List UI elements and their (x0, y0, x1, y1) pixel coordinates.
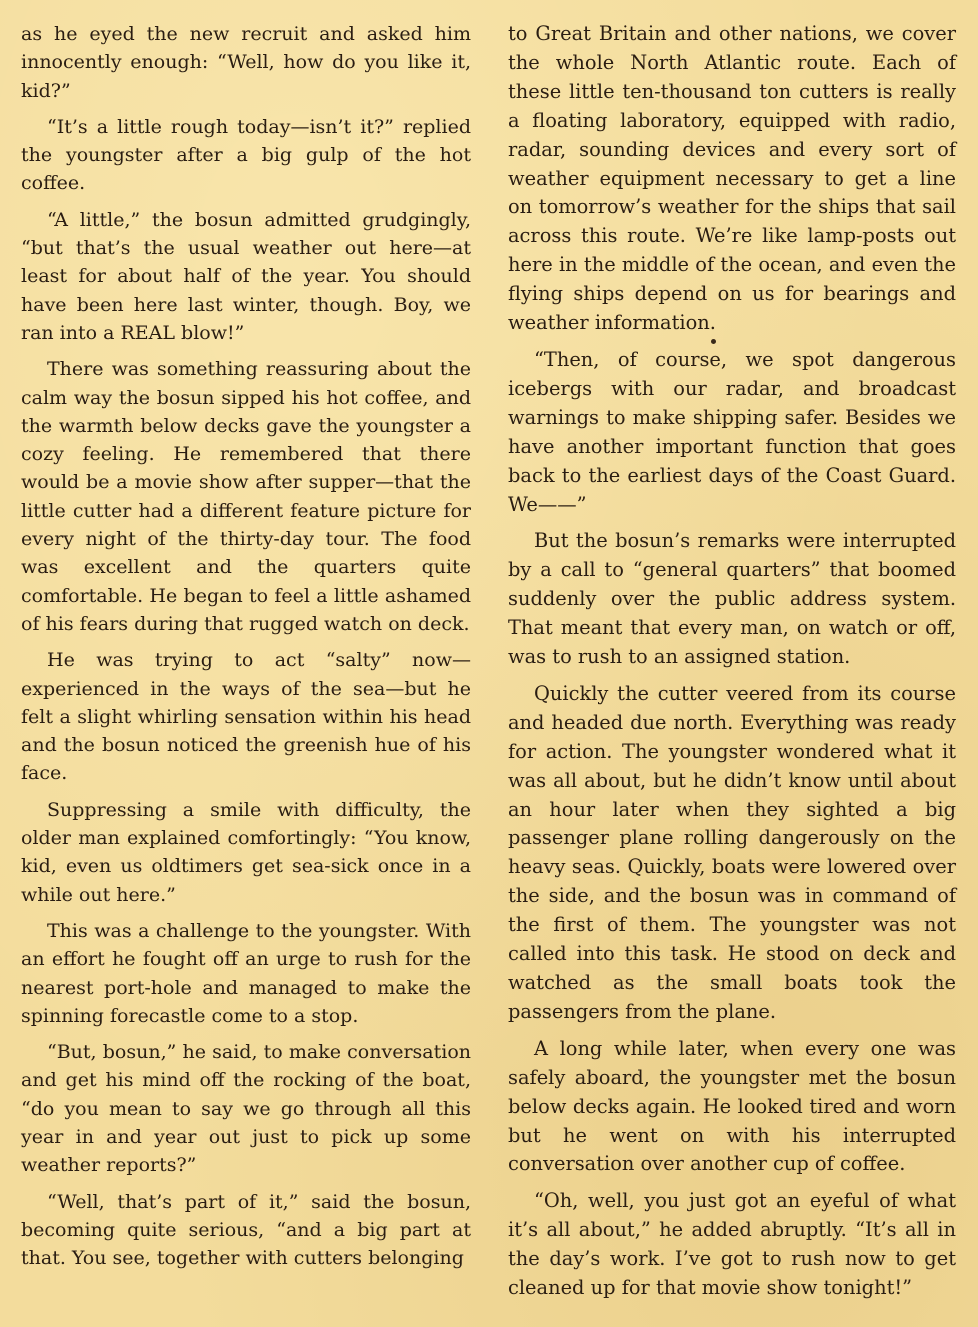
paragraph: There was something reassuring about the calm way the bosun sipped his hot coffee, and the warmth below decks gave the youngster a cozy feeling. He remembered that there would be a movie show after supper—that the little cutter had a different feature picture for every night of the thirty-day tour. The food was excellent and the quarters quite comfortable. He began to feel a little ashamed of his fears during that rugged watch on deck. (21, 358, 471, 635)
paragraph: “A little,” the bosun admitted grudgingly, “but that’s the usual weather out here—at least for about half of the year. You should have been here last winter, though. Boy, we ran into a REAL blow!” (21, 208, 471, 344)
paragraph: “Then, of course, we spot dangerous icebergs with our radar, and broadcast warnings to make shipping safer. Besides we have another important function that goes back to the earliest days of the Coast Guard. We——” (508, 347, 956, 516)
paragraph: “Well, that’s part of it,” said the bosun, becoming quite serious, “and a big part at that. You see, together with cutters belonging (21, 1190, 471, 1270)
paragraph: Quickly the cutter veered from its course and headed due north. Everything was ready for action. The youngster wondered what it was all about, but he didn’t know until about an hour later when they sighted a big passenger plane rolling dangerously on the heavy seas. Quickly, boats were lowered over the side, and the bosun was in command of the first of them. The youngster was not called into this task. He stood on deck and watched as the small boats took the passengers from the plane. (508, 681, 956, 1023)
ink-speck-decoration (711, 339, 716, 344)
paragraph: A long while later, when every one was safely aboard, the youngster met the bosun below decks again. He looked tired and worn but he went on with his interrupted conversation over another cup of coffee. (508, 1036, 956, 1176)
paragraph: This was a challenge to the youngster. With an effort he fought off an urge to rush for the nearest port-hole and managed to make the spinning forecastle come to a stop. (21, 919, 471, 1027)
paragraph: “It’s a little rough today—isn’t it?” replied the youngster after a big gulp of the hot coffee. (21, 115, 471, 195)
right-text-column (508, 20, 956, 1311)
paragraph: “Oh, well, you just got an eyeful of what it’s all about,” he added abruptly. “It’s all in the day’s work. I’ve got to rush now to get cleaned up for that movie show tonight!” (508, 1189, 956, 1300)
paragraph: to Great Britain and other nations, we cover the whole North Atlantic route. Each of these little ten-thousand ton cutters is really a floating laboratory, equipped with radio, radar, sounding devices and every sort of weather equipment necessary to get a line on tomorrow’s weather for the ships that sail across this route. We’re like lamp-posts out here in the middle of the ocean, and even the flying ships depend on us for bearings and weather information. (508, 22, 956, 335)
paragraph: He was trying to act “salty” now—experienced in the ways of the sea—but he felt a slight whirling sensation within his head and the bosun noticed the greenish hue of his face. (21, 649, 471, 785)
paragraph: “But, bosun,” he said, to make conversation and get his mind off the rocking of the boat, “do you mean to say we go through all this year in and year out just to pick up some weather reports?” (21, 1041, 471, 1177)
paragraph: Suppressing a smile with difficulty, the older man explained comfortingly: “You know, kid, even us oldtimers get sea-sick once in a while out here.” (21, 798, 471, 906)
paragraph: But the bosun’s remarks were interrupted by a call to “general quarters” that boomed suddenly over the public address system. That meant that every man, on watch or off, was to rush to an assigned station. (508, 529, 956, 669)
left-text-column (21, 20, 471, 1280)
paragraph: as he eyed the new recruit and asked him innocently enough: “Well, how do you like it, kid?” (21, 23, 471, 102)
